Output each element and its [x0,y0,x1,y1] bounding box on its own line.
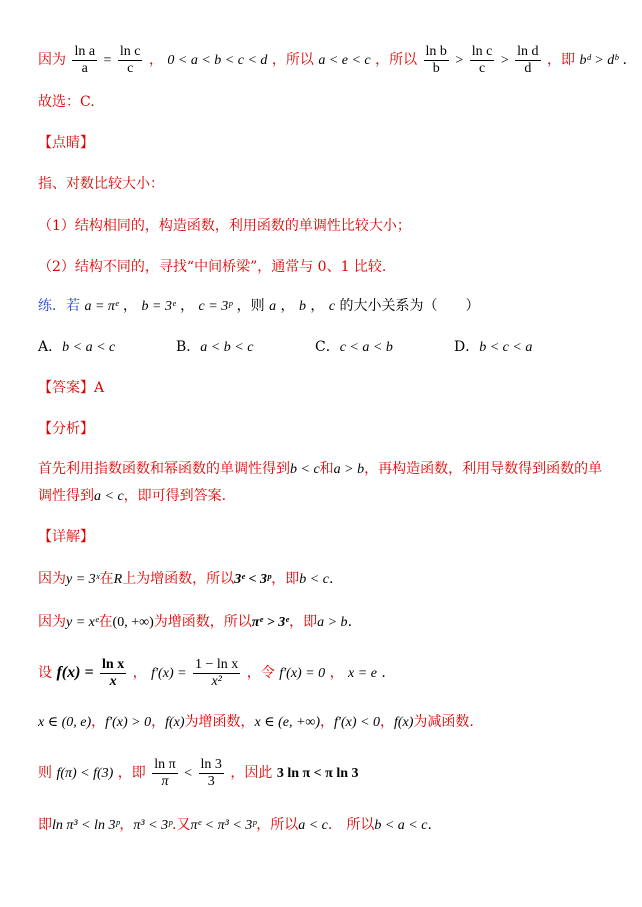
period: . [347,614,353,630]
text: 为减函数. [413,714,474,730]
answer-options [38,337,598,357]
text: ，所以 [375,52,418,68]
option-label: B． [176,339,201,355]
text: ， [91,714,106,730]
detail-step-2 [38,612,352,633]
text: 调性得到 [38,488,94,504]
text: ，所以 [271,52,314,68]
text: 为增函数，所以 [153,614,252,630]
detail-step-6 [38,815,432,836]
text: ，即 [117,765,146,781]
text: 在 [99,571,114,587]
line-conclusion-1 [38,42,627,79]
text: ，即 [547,52,576,68]
text: . 所以 [327,817,375,833]
math: b [298,299,306,314]
equals-sign: = [103,53,112,68]
math: b = 3ᵉ [141,299,176,314]
text: ，因此 [230,765,273,781]
text: 首先利用指数函数和幂函数的单调性得到 [38,461,290,477]
math: f(x) [393,715,414,730]
text: 上为增函数，所以 [122,571,235,587]
option-expression: b < c < a [479,340,533,355]
text: （1）结构相同的，构造函数，利用函数的单调性比较大小； [38,218,411,234]
math: πᵉ > 3ᵉ [251,615,290,630]
math-inequality: a < e < c [318,53,371,68]
detail-step-4 [38,712,474,733]
answer-heading [38,378,104,398]
text: 则 [38,765,52,781]
math: f′(x) = 0 [279,666,326,681]
text: ，令 [246,665,275,681]
math-result: bᵈ > dᵇ [579,53,619,68]
option-label: D． [454,339,480,355]
practice-question [38,296,480,317]
math: a < c [298,818,328,833]
math: 3ᵉ < 3ᵖ [234,572,272,587]
period: . [427,817,432,833]
math: b < c [299,572,329,587]
option-expression: a < b < c [200,340,254,355]
period: . [381,665,386,681]
period: . [328,571,334,587]
math: (0, +∞) [112,615,154,630]
detail-step-1 [38,569,333,590]
comment-point-2 [38,257,386,277]
math: f(x) = [56,664,94,681]
option-label: A． [38,339,63,355]
analysis-text-2 [38,486,226,507]
answer-choice-line [38,92,95,112]
fraction-ln-d-over-d: $\frac{\text{ln d}}{d}$ [517,43,539,76]
comment-point-1 [38,216,411,236]
math: f′(x) = [151,666,187,681]
option-b [176,337,253,358]
fraction-ln-b-over-b: $\frac{\text{ln b}}{b}$ [425,43,447,76]
text: ，所以 [256,817,299,833]
fraction-ln-pi-over-pi: $\frac{\text{ln π}}{\pi}$ [154,756,176,789]
text: 设 [38,665,52,681]
text: （2）结构不同的，寻找“中间桥梁”，通常与 0、1 比较. [38,259,387,275]
text: ，即 [271,571,300,587]
fraction-derivative: $\frac{\text{1 − ln x}}{\text{x²}}$ [195,656,239,689]
detail-heading [38,527,94,547]
period: . [622,52,627,68]
text: ， [180,298,195,314]
heading: 【分析】 [38,421,94,437]
section-heading-dianjing [38,133,94,153]
fraction-ln-c-over-c: $\frac{\text{ln c}}{c}$ [119,43,141,76]
math: f(π) < f(3) [56,766,114,781]
math: a [269,299,277,314]
text: 和 [319,461,334,477]
text: ， [329,665,344,681]
text: ， [280,298,295,314]
text: 即 [38,817,52,833]
math: b < a < c [374,818,428,833]
heading: 【点睛】 [38,135,94,151]
fraction-ln-c-over-c: $\frac{\text{ln c}}{c}$ [471,43,493,76]
math: x ∈ (e, +∞) [254,715,321,730]
text: 为增函数， [184,714,255,730]
math: a > b [317,615,348,630]
math: y = xᵉ [66,615,99,630]
option-c [315,337,393,358]
math-inequality: 0 < a < b < c < d [167,53,268,68]
fraction-ln-a-over-a: $\frac{\text{ln a}}{a}$ [74,43,96,76]
detail-step-3 [38,655,386,692]
practice-label: 练．若 [38,298,80,314]
math: a = πᵉ [84,299,119,314]
option-d [454,337,532,358]
less-sign: < [184,766,193,781]
analysis-text-1 [38,459,602,480]
text: ， [148,52,163,68]
text: ， [123,298,138,314]
analysis-heading [38,419,94,439]
heading: 【详解】 [38,529,94,545]
math: ln π³ < ln 3ᵖ [52,818,120,833]
text: 指、对数比较大小： [38,176,164,192]
math: x = e [348,666,377,681]
text: 故选：C. [38,94,95,110]
text: 因为 [38,614,66,630]
text: ，则 [236,298,265,314]
math: R [113,572,123,587]
text: 【答案】A [38,380,105,396]
text: ，再构造函数，利用导数得到函数的单 [364,461,603,477]
math: c = 3ᵖ [198,299,233,314]
text: ， [379,714,394,730]
option-a [38,337,115,358]
math: π³ < 3ᵖ [133,818,173,833]
math: x ∈ (0, e) [38,715,92,730]
text: ，即 [289,614,318,630]
text: ，即可得到答案. [123,488,227,504]
option-label: C． [315,339,340,355]
math: b < c [290,462,320,477]
text: 因为 [38,52,66,68]
fraction-ln-x-over-x: $\frac{\text{ln x}}{x}$ [102,656,125,689]
text: .又 [172,817,191,833]
math: πᵉ < π³ < 3ᵖ [190,818,257,833]
math: f(x) [165,715,185,730]
text: ， [119,817,134,833]
text: 因为 [38,571,66,587]
comment-title [38,174,164,194]
text: ， [132,665,147,681]
math: a > b [333,462,365,477]
option-expression: c < a < b [339,340,393,355]
detail-step-5 [38,755,359,792]
math: f′(x) < 0 [334,715,380,730]
option-expression: b < a < c [62,340,116,355]
math: a < c [94,489,124,504]
math: f′(x) > 0 [105,715,152,730]
math: y = 3ˣ [66,572,100,587]
fraction-ln-3-over-3: $\frac{\ln 3}{3}$ [200,756,222,789]
math: 3 ln π < π ln 3 [276,766,359,781]
text: 在 [98,614,113,630]
text: ， [151,714,166,730]
text: 的大小关系为（ ） [339,298,480,314]
text: ， [320,714,335,730]
text: ， [310,298,325,314]
greater-sign: > [455,53,464,68]
math: c [328,299,336,314]
greater-sign: > [500,53,509,68]
